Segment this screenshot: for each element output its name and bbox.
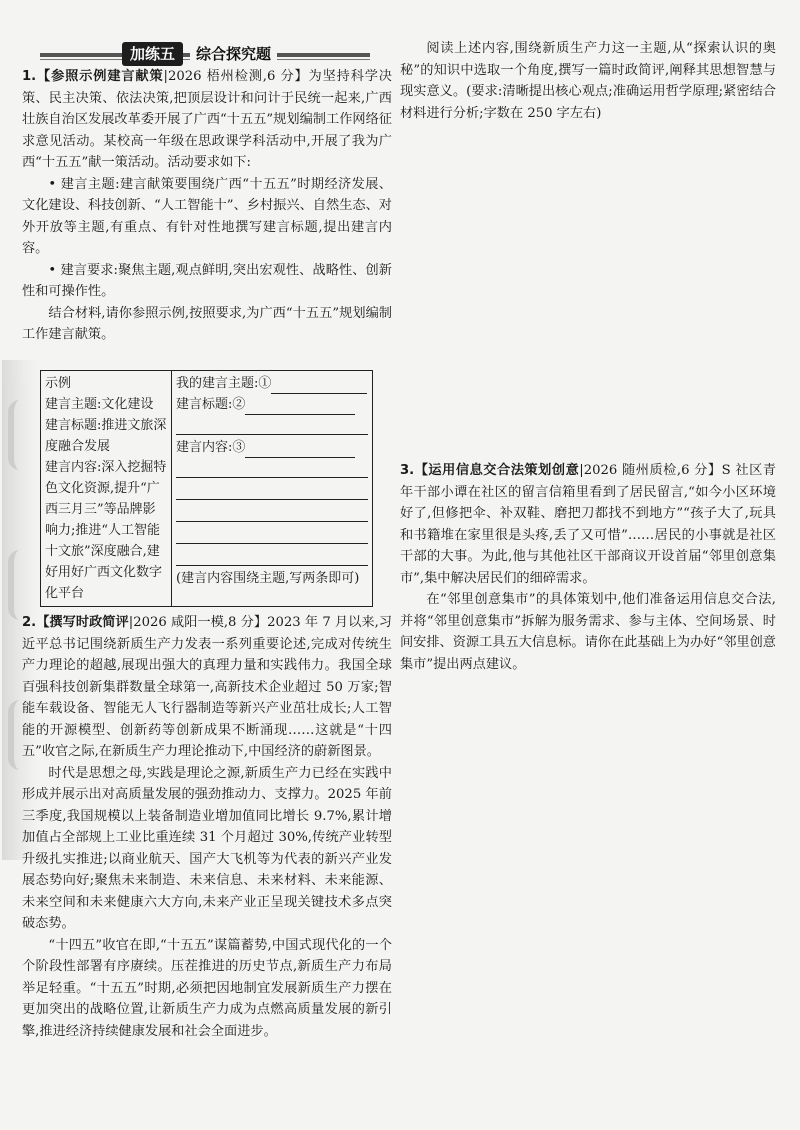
example-title: 示例 bbox=[45, 376, 72, 391]
watermark-mark bbox=[8, 400, 42, 470]
answer-line[interactable] bbox=[176, 502, 368, 522]
example-cell bbox=[41, 371, 172, 607]
left-column bbox=[22, 66, 392, 346]
question-2-intro bbox=[22, 612, 392, 763]
question-3-task: 在“邻里创意集市”的具体策划中,他们准备运用信息交合法,并将“邻里创意集市”拆解为服务需求、参与主体、空间场景、时间安排、资源工具五大信息标。请你在此基础上为办好“邻里创意集市”提出两点建议。 bbox=[400, 592, 776, 672]
question-number: 2. bbox=[22, 615, 37, 630]
section-banner bbox=[40, 42, 370, 68]
answer-line[interactable] bbox=[176, 415, 368, 435]
question-source: |2026 随州质检,6 分】 bbox=[579, 463, 722, 478]
question-2-paragraph: 时代是思想之母,实践是理论之源,新质生产力已经在实践中形成并展示出对高质量发展的强劲推动力、支撑力。2025 年前三季度,我国规模以上装备制造业增加值同比增长 9.7%,累计增加值占全部规上工业比重连续 31 个月超过 30%,传统产业转型升级扎实推进;以商业航天、国产大飞机等为代表的新兴产业发展态势向好;聚焦未来制造、未来信息、未来材料、未来能源、未来空间和未来健康六大方向,未来产业正呈现关键技术多点突破态势。 bbox=[22, 765, 392, 931]
answer-line[interactable] bbox=[176, 480, 368, 500]
question-number: 3. bbox=[400, 463, 415, 478]
my-content-row bbox=[176, 437, 368, 458]
question-3 bbox=[400, 460, 776, 675]
answer-blank-2[interactable] bbox=[245, 400, 355, 415]
my-title-row bbox=[176, 394, 368, 415]
answer-note: (建言内容围绕主题,写两条即可) bbox=[176, 571, 360, 586]
answer-blank-1[interactable] bbox=[271, 379, 367, 394]
question-3-text: S 社区青年干部小谭在社区的留言信箱里看到了居民留言,“如今小区环境好了,但修把伞、补双鞋、磨把刀都找不到地方”“孩子大了,玩具和书籍堆在家里很是头疼,丢了又可惜”……居民的小事就是社区干部的大事。为此,他与其他社区干部商议开设首届“邻里创意集市”,集中解决居民们的细碎需求。 bbox=[400, 463, 776, 586]
question-number: 1. bbox=[22, 69, 37, 84]
section-title: 综合探究题 bbox=[190, 42, 277, 66]
my-content-label: 建言内容:③ bbox=[176, 440, 246, 455]
answer-line[interactable] bbox=[176, 546, 368, 566]
watermark-mark bbox=[8, 550, 42, 620]
example-heading: 建言标题:推进文旅深度融合发展 bbox=[45, 418, 167, 454]
section-number: 加练五 bbox=[122, 42, 183, 66]
question-2-text: 2023 年 7 月以来,习近平总书记围绕新质生产力发表一系列重要论述,完成对传统生产力理论的超越,展现出强大的真理力量和实践伟力。我国全球百强科技创新集群数量全球第一,高新技术企业超过 50 万家;智能车载设备、智能无人飞行器制造等新兴产业茁壮成长;人工智能的开源模型、创新药等创新成果不断涌现……这就是“十四五”收官之际,在新质生产力理论推动下,中国经济的蔚新图景。 bbox=[22, 615, 392, 759]
my-title-label: 建言标题:② bbox=[176, 397, 246, 412]
answer-line[interactable] bbox=[176, 524, 368, 544]
question-1-text: 为坚持科学决策、民主决策、依法决策,把顶层设计和问计于民统一起来,广西壮族自治区发展改革委开展了广西“十五五”规划编制工作网络征求意见活动。某校高一年级在思政课学科活动中,开展了我为广西“十五五”献一策活动。活动要求如下: bbox=[22, 69, 392, 170]
question-tag: 【运用信息交合法策划创意 bbox=[414, 463, 580, 478]
example-theme: 建言主题:文化建设 bbox=[45, 397, 154, 412]
question-1-task: 结合材料,请你参照示例,按照要求,为广西“十五五”规划编制工作建言献策。 bbox=[22, 305, 392, 342]
question-1-intro bbox=[22, 66, 392, 174]
answer-line[interactable] bbox=[176, 458, 368, 478]
answer-cell bbox=[172, 371, 373, 607]
question-3-intro bbox=[400, 460, 776, 589]
my-theme-label: 我的建言主题:① bbox=[176, 376, 272, 391]
question-tag: 【撰写时政简评 bbox=[36, 615, 129, 630]
my-theme-row bbox=[176, 373, 368, 394]
answer-blank-3[interactable] bbox=[245, 443, 355, 458]
question-source: |2026 咸阳一模,8 分】 bbox=[128, 615, 268, 630]
example-content: 建言内容:深入挖掘特色文化资源,提升“广西三月三”等品牌影响力;推进“人工智能十文旅”深度融合,建好用好广西文化数字化平台 bbox=[45, 460, 167, 601]
answer-table bbox=[40, 370, 373, 607]
question-source: |2026 梧州检测,6 分】 bbox=[163, 69, 309, 84]
question-tag: 【参照示例建言献策 bbox=[36, 69, 164, 84]
question-1-theme: • 建言主题:建言献策要围绕广西“十五五”时期经济发展、文化建设、科技创新、“人工智能十”、乡村振兴、自然生态、对外开放等主题,有重点、有针对性地撰写建言标题,提出建言内容。 bbox=[22, 176, 392, 256]
question-2 bbox=[22, 612, 392, 1042]
question-2-paragraph: “十四五”收官在即,“十五五”谋篇蓄势,中国式现代化的一个个阶段性部署有序赓续。压茬推进的历史节点,新质生产力布局举足轻重。“十五五”时期,必须把因地制宜发展新质生产力摆在更加突出的战略位置,让新质生产力成为点燃高质量发展的新引擎,推进经济持续健康发展和社会全面进步。 bbox=[22, 937, 392, 1039]
question-1-requirement: • 建言要求:聚焦主题,观点鲜明,突出宏观性、战略性、创新性和可操作性。 bbox=[22, 262, 392, 299]
right-column bbox=[400, 38, 776, 124]
question-2-task: 阅读上述内容,围绕新质生产力这一主题,从“探索认识的奥秘”的知识中选取一个角度,撰写一篇时政简评,阐释其思想智慧与现实意义。(要求:清晰提出核心观点;准确运用哲学原理;紧密结合材料进行分析;字数在 250 字左右) bbox=[400, 41, 776, 121]
